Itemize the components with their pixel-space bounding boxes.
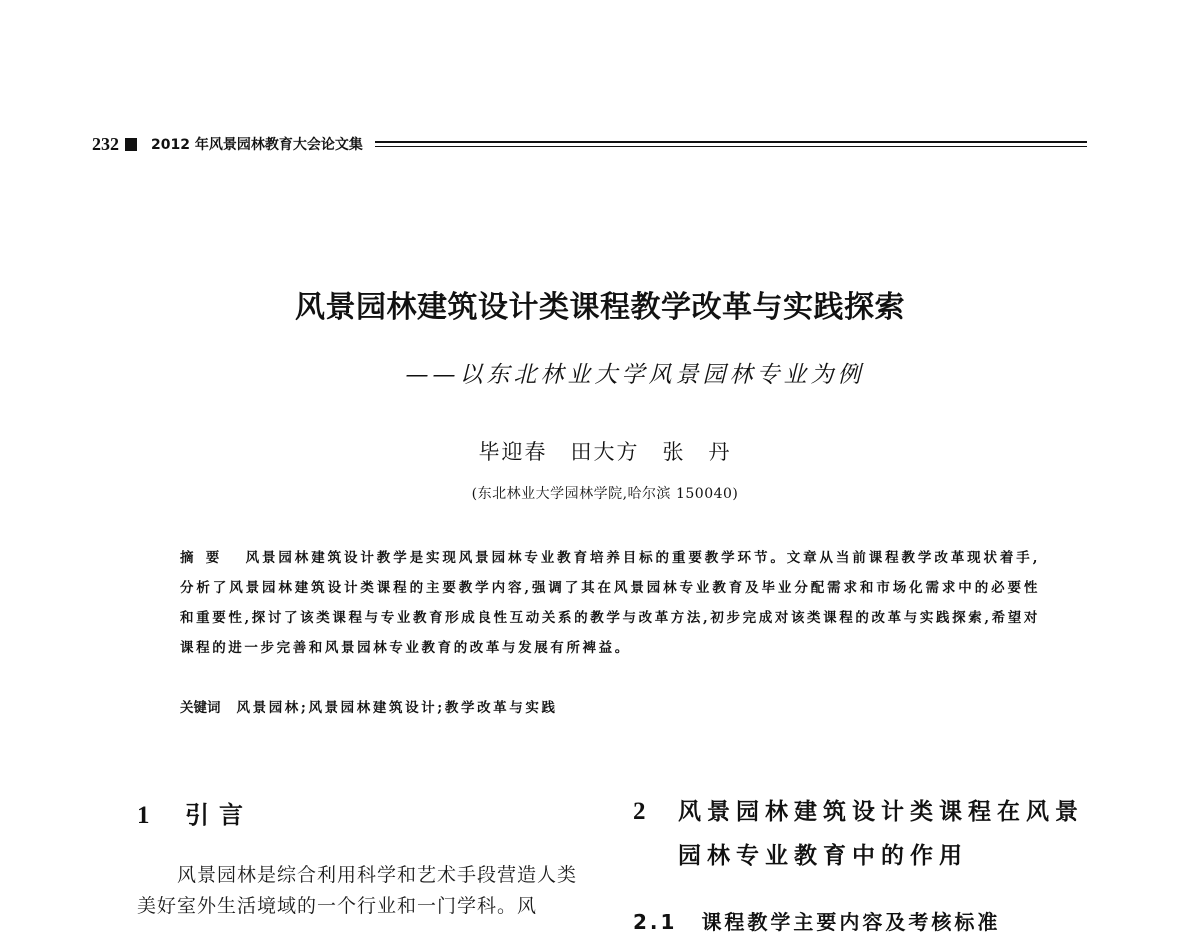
article-title: 风景园林建筑设计类课程教学改革与实践探索	[295, 290, 905, 325]
page-number: 232	[92, 133, 119, 154]
article-authors: 毕迎春 田大方 张 丹	[478, 440, 732, 464]
subsection-heading-2-1	[633, 906, 1000, 935]
article-subtitle: ——以东北林业大学风景园林专业为例	[405, 362, 865, 388]
keywords	[180, 696, 1040, 716]
author-affiliation: (东北林业大学园林学院,哈尔滨 150040)	[471, 486, 739, 502]
right-column	[633, 790, 1093, 878]
subsection-title: 课程教学主要内容及考核标准	[701, 910, 1001, 934]
section-body-paragraph: 风景园林是综合利用科学和艺术手段营造人类美好室外生活境域的一个行业和一门学科。风	[137, 864, 578, 917]
header-double-rule	[375, 141, 1087, 148]
left-column	[137, 795, 592, 922]
section-title: 引言	[185, 800, 253, 829]
section-number: 1	[137, 802, 150, 829]
abstract-label: 摘要	[180, 550, 232, 566]
header-square-ornament	[125, 138, 137, 151]
section-title: 风景园林建筑设计类课程在风景园林专业教育中的作用	[678, 798, 1084, 869]
running-header	[92, 132, 1087, 156]
keywords-text: 风景园林;风景园林建筑设计;教学改革与实践	[236, 700, 558, 716]
keywords-label: 关键词	[180, 700, 221, 716]
subsection-number: 2.1	[633, 910, 678, 934]
section-number: 2	[633, 798, 646, 825]
section-heading-2	[633, 790, 1093, 878]
abstract-text: 风景园林建筑设计教学是实现风景园林专业教育培养目标的重要教学环节。文章从当前课程教学改革现状着手,分析了风景园林建筑设计类课程的主要教学内容,强调了其在风景园林专业教育及毕业分配需求和市场化需求中的必要性和重要性,探讨了该类课程与专业教育形成良性互动关系的教学与改革方法,初步完成对该类课程的改革与实践探索,希望对课程的进一步完善和风景园林专业教育的改革与发展有所裨益。	[180, 550, 1041, 656]
section-heading-1	[137, 795, 592, 830]
abstract	[180, 543, 1040, 663]
journal-title: 2012 年风景园林教育大会论文集	[151, 137, 363, 153]
